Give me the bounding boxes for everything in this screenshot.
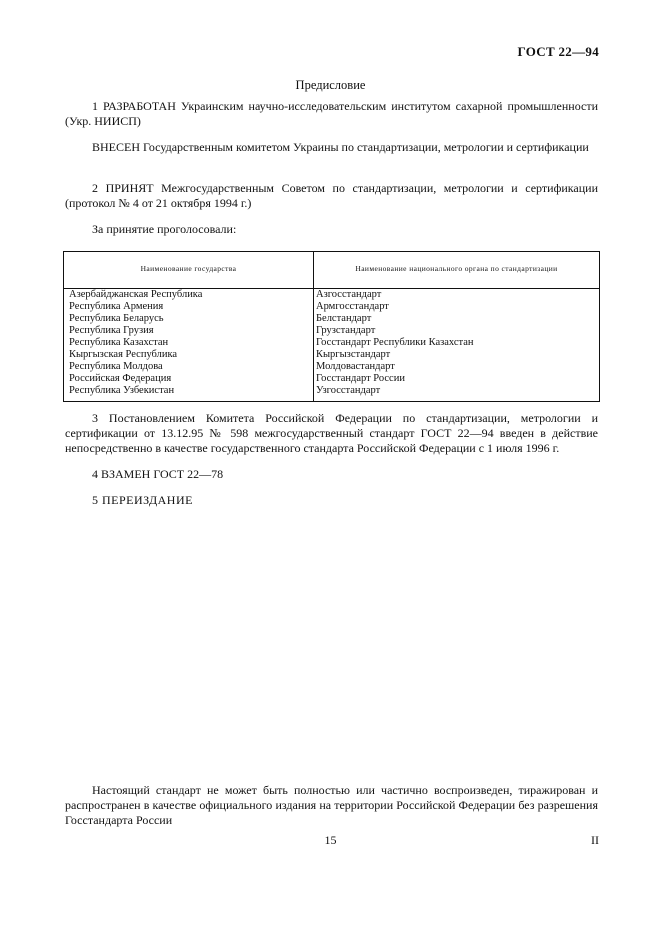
paragraph-voted: За принятие проголосовали: — [92, 222, 237, 236]
table-cell: Грузстандарт — [316, 325, 376, 336]
table-cell: Госстандарт Республики Казахстан — [316, 337, 474, 348]
standard-code-header: ГОСТ 22—94 — [517, 44, 599, 59]
table-cell: Республика Беларусь — [69, 313, 164, 324]
copyright-notice: Настоящий стандарт не может быть полностью или частично воспроизведен, тиражирован и распространен в качестве официального издания на территории Российской Федерации без разрешения Госстандарта России — [65, 783, 598, 827]
table-cell: Азербайджанская Республика — [69, 289, 203, 300]
paragraph-replaces: 4 ВЗАМЕН ГОСТ 22—78 — [92, 467, 224, 481]
table-cell: Армгосстандарт — [316, 301, 389, 312]
table-cell: Российская Федерация — [69, 373, 172, 384]
paragraph-developed: 1 РАЗРАБОТАН Украинским научно-исследовательским институтом сахарной промышленности (Укр. НИИСП) — [65, 99, 598, 128]
column-bodies — [316, 289, 596, 397]
table-divider — [313, 252, 314, 401]
voting-table — [63, 251, 600, 402]
header-national-body: Наименование национального органа по стандартизации — [355, 264, 558, 273]
page-roman-numeral: II — [591, 833, 599, 847]
table-cell: Кыргызстандарт — [316, 349, 391, 360]
table-cell: Республика Армения — [69, 301, 164, 312]
table-cell: Республика Узбекистан — [69, 385, 175, 396]
table-cell: Республика Молдова — [69, 361, 163, 372]
paragraph-adopted: 2 ПРИНЯТ Межгосударственным Советом по стандартизации, метрологии и сертификации (протокол № 4 от 21 октября 1994 г.) — [65, 181, 598, 210]
table-cell: Азгосстандарт — [316, 289, 382, 300]
paragraph-enacted: 3 Постановлением Комитета Российской Федерации по стандартизации, метрологии и сертификации от 13.12.95 № 598 межгосударственный стандарт ГОСТ 22—94 введен в действие непосредственно в качестве государственного стандарта Российской Федерации с 1 июля 1996 г. — [65, 411, 598, 455]
table-header — [64, 252, 599, 289]
page-number: 15 — [324, 833, 337, 847]
table-cell: Республика Грузия — [69, 325, 154, 336]
section-title: Предисловие — [295, 78, 366, 92]
table-cell: Молдовастандарт — [316, 361, 395, 372]
table-cell: Белстандарт — [316, 313, 372, 324]
paragraph-reissue: 5 ПЕРЕИЗДАНИЕ — [92, 493, 193, 507]
table-cell: Госстандарт России — [316, 373, 405, 384]
column-states — [69, 289, 309, 397]
header-state: Наименование государства — [140, 264, 237, 273]
paragraph-introduced: ВНЕСЕН Государственным комитетом Украины по стандартизации, метрологии и сертификации — [92, 140, 589, 154]
table-cell: Республика Казахстан — [69, 337, 169, 348]
table-cell: Кыргызская Республика — [69, 349, 178, 360]
table-cell: Узгосстандарт — [316, 385, 381, 396]
